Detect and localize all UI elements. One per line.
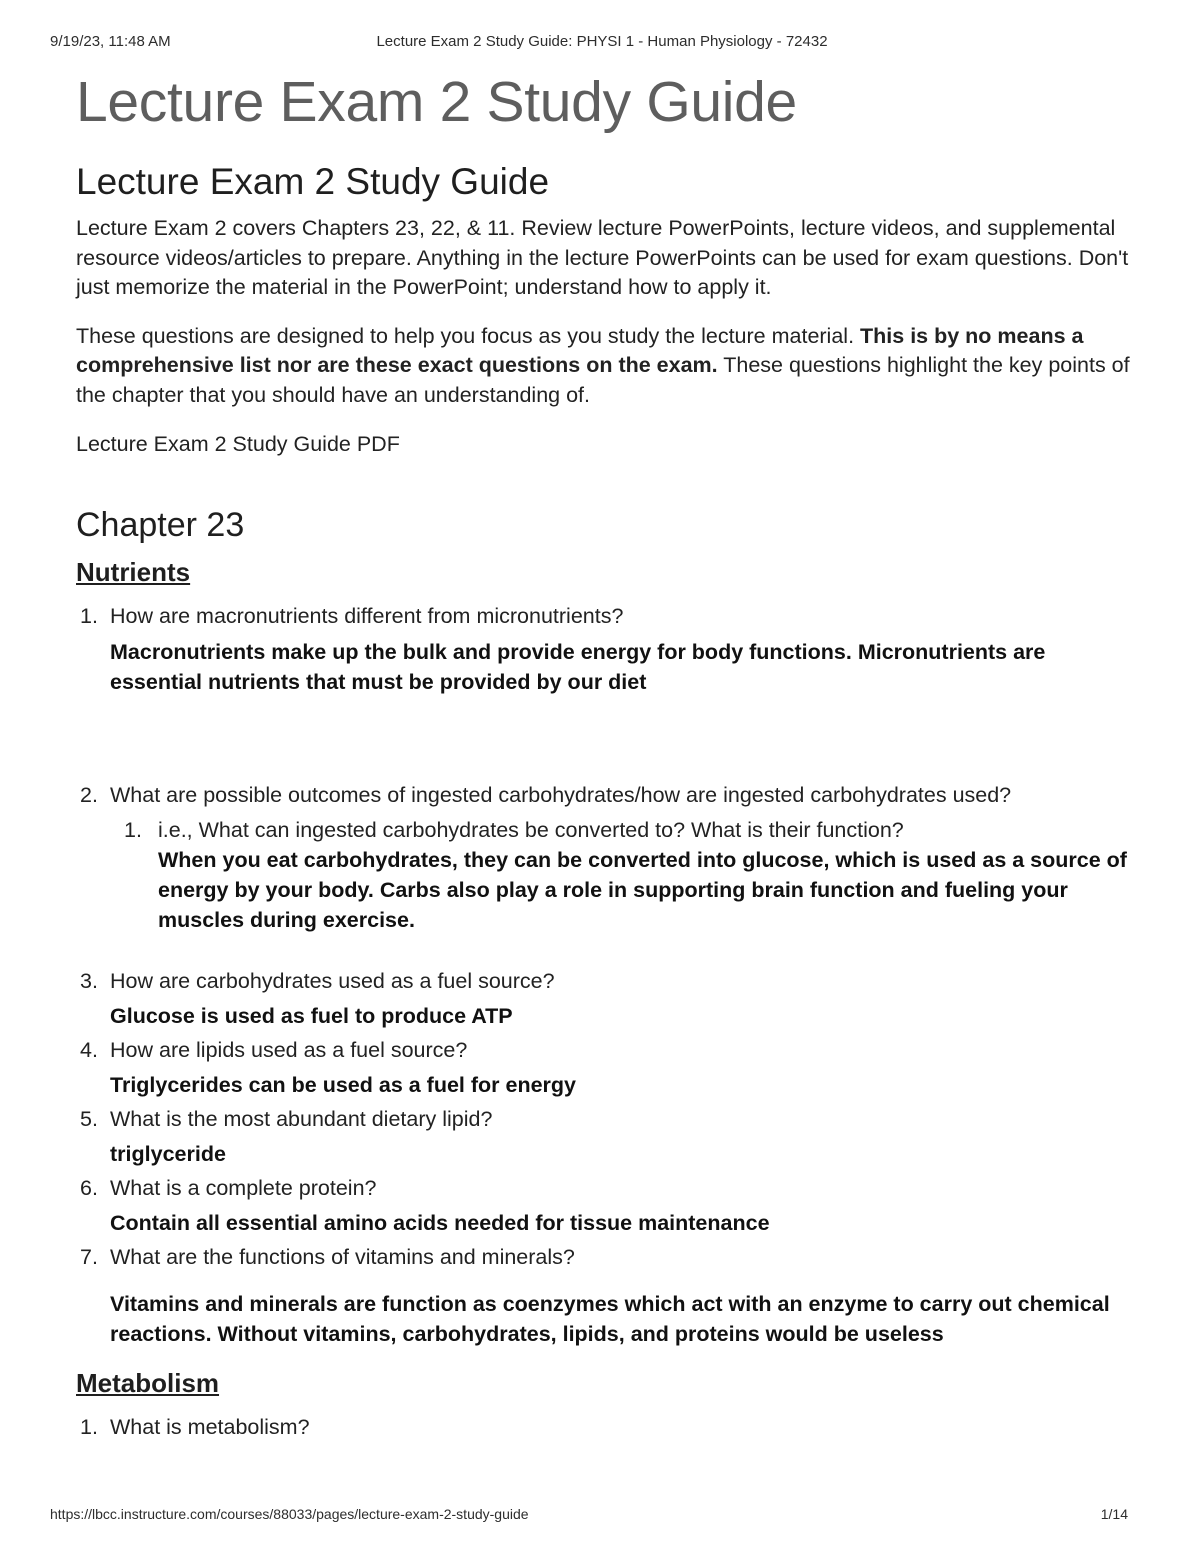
list-item — [76, 1174, 1136, 1203]
question-text: What is the most abundant dietary lipid? — [110, 1106, 493, 1131]
print-header — [50, 33, 1132, 53]
page-number: 1/14 — [1100, 1506, 1128, 1522]
item-number: 1. — [80, 603, 98, 628]
print-footer — [50, 1506, 1128, 1526]
nutrients-heading: Nutrients — [76, 556, 191, 587]
item-number: 5. — [80, 1106, 98, 1131]
focus-text-bold: This is by no means a comprehensive list nor are these exact questions on the exam. — [76, 323, 1084, 377]
page-url: https://lbcc.instructure.com/courses/88033/pages/lecture-exam-2-study-guide — [50, 1506, 529, 1522]
list-item — [76, 1105, 1136, 1134]
question-text: How are carbohydrates used as a fuel source? — [110, 968, 555, 993]
item-number: 3. — [80, 968, 98, 993]
list-item — [76, 967, 1136, 996]
list-item — [76, 1036, 1136, 1065]
metabolism-list — [76, 1413, 1136, 1442]
answer-text: Triglycerides can be used as a fuel for energy — [110, 1072, 577, 1097]
answer-text: When you eat carbohydrates, they can be converted into glucose, which is used as a source of energy by your body. Carbs also play a role in supporting brain function and fueling your muscles during exercise. — [158, 847, 1127, 932]
page-content — [76, 68, 1136, 1442]
item-number: 4. — [80, 1037, 98, 1062]
print-datetime: 9/19/23, 11:48 AM — [50, 33, 171, 50]
item-number: 6. — [80, 1175, 98, 1200]
item-number: 7. — [80, 1244, 98, 1269]
focus-text-end: These questions highlight the key points of the chapter that you should have an understanding of. — [76, 353, 1130, 407]
list-item — [76, 602, 1136, 631]
focus-text-start: These questions are designed to help you focus as you study the lecture material. — [76, 323, 855, 348]
focus-paragraph — [76, 322, 1136, 411]
answer-text: Contain all essential amino acids needed for tissue maintenance — [110, 1210, 770, 1235]
item-number: 1. — [124, 817, 142, 842]
question-text: What is metabolism? — [110, 1414, 310, 1439]
question-text: How are macronutrients different from micronutrients? — [110, 603, 624, 628]
answer-text: triglyceride — [110, 1141, 226, 1166]
page-title: Lecture Exam 2 Study Guide — [76, 70, 797, 134]
study-guide-pdf-link[interactable]: Lecture Exam 2 Study Guide PDF — [76, 432, 400, 456]
metabolism-heading: Metabolism — [76, 1367, 220, 1398]
intro-paragraph: Lecture Exam 2 covers Chapters 23, 22, & 11. Review lecture PowerPoints, lecture videos, and supplemental resource videos/articles to prepare. Anything in the lecture PowerPoints can be used for exam questions. Don't just memorize the material in the PowerPoint; understand how to apply it. — [76, 216, 1129, 299]
list-item — [76, 781, 1136, 810]
sub-list-item — [76, 816, 1136, 845]
answer-text: Vitamins and minerals are function as coenzymes which act with an enzyme to carry out chemical reactions. Without vitamins, carbohydrates, lipids, and proteins would be useless — [110, 1291, 1110, 1346]
question-text: How are lipids used as a fuel source? — [110, 1037, 468, 1062]
chapter-heading: Chapter 23 — [76, 505, 245, 544]
print-doc-title: Lecture Exam 2 Study Guide: PHYSI 1 - Human Physiology - 72432 — [376, 33, 828, 50]
question-text: What are the functions of vitamins and minerals? — [110, 1244, 575, 1269]
answer-text: Glucose is used as fuel to produce ATP — [110, 1003, 513, 1028]
answer-text: Macronutrients make up the bulk and provide energy for body functions. Micronutrients are essential nutrients that must be provided by our diet — [110, 639, 1046, 694]
question-text: What is a complete protein? — [110, 1175, 377, 1200]
question-text: i.e., What can ingested carbohydrates be converted to? What is their function? — [158, 817, 904, 842]
list-item — [76, 1413, 1136, 1442]
question-text: What are possible outcomes of ingested carbohydrates/how are ingested carbohydrates used? — [110, 782, 1012, 807]
nutrients-list — [76, 602, 1136, 1349]
section-title: Lecture Exam 2 Study Guide — [76, 161, 550, 202]
list-item — [76, 1243, 1136, 1272]
item-number: 2. — [80, 782, 98, 807]
item-number: 1. — [80, 1414, 98, 1439]
